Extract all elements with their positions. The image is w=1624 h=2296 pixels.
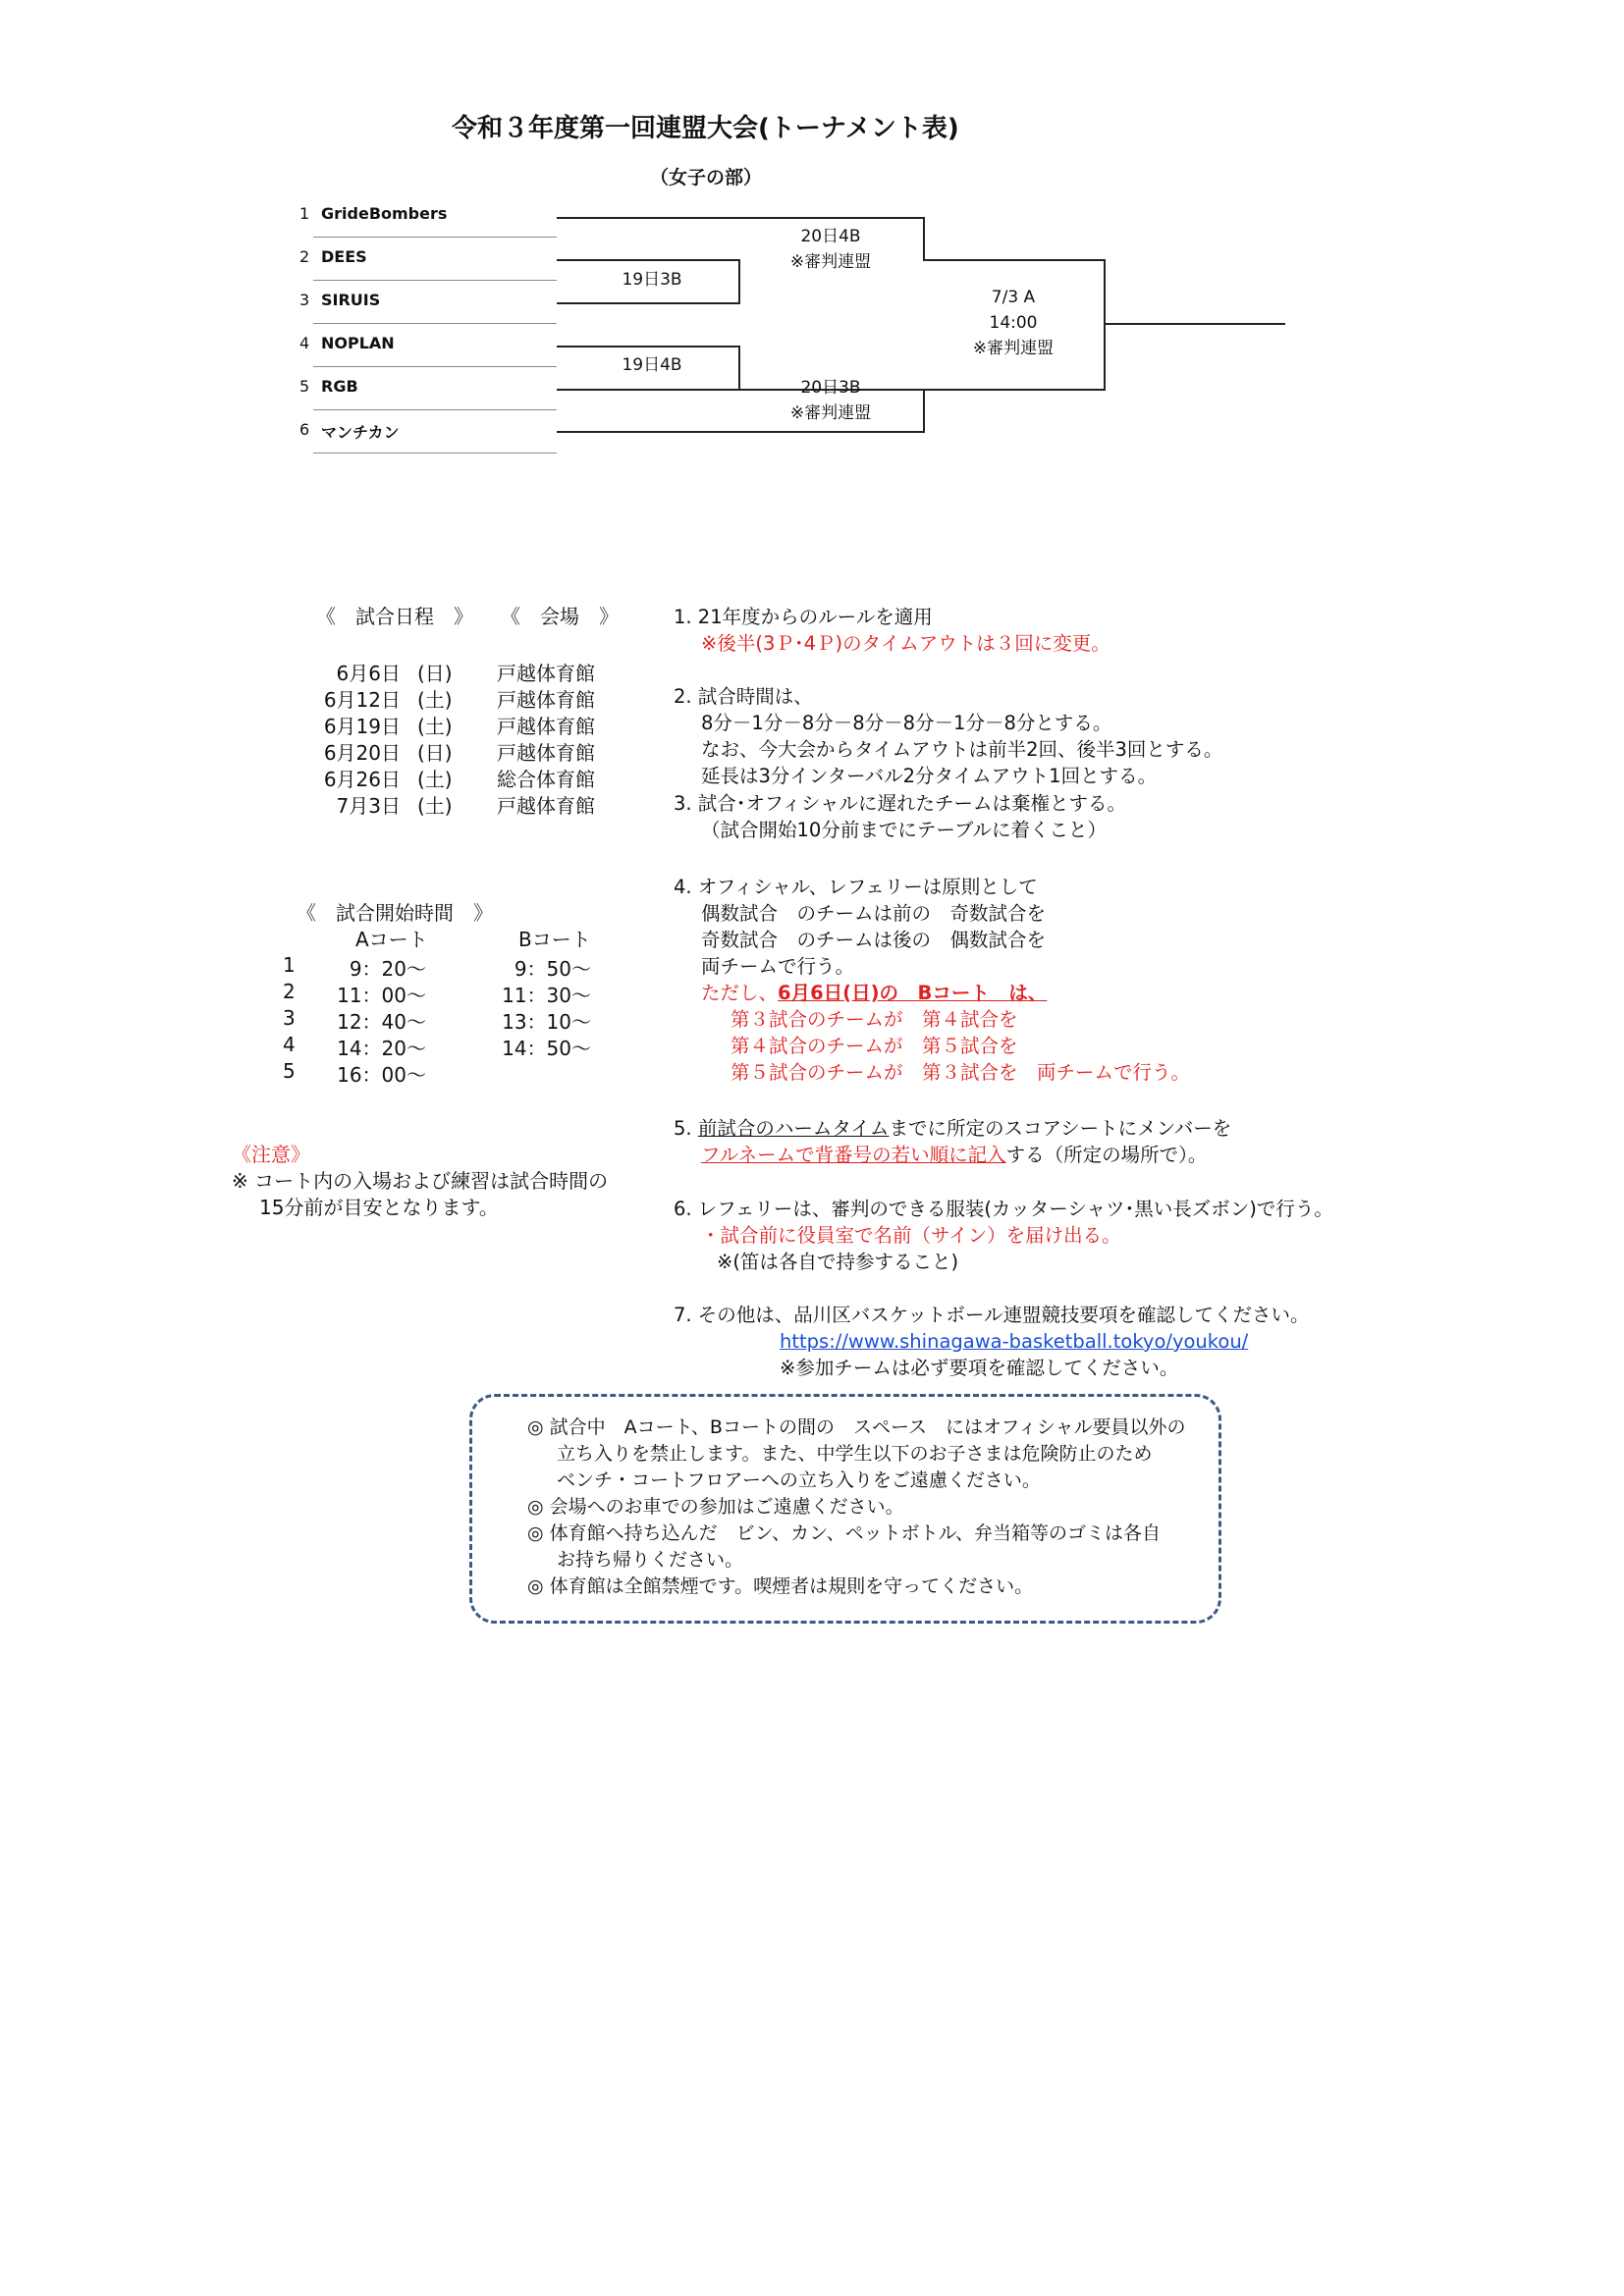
rule-text: なお、今大会からタイムアウトは前半2回、後半3回とする。 <box>701 738 1223 761</box>
start-time-row <box>283 1059 617 1086</box>
schedule-date: 6月12日 <box>323 688 401 712</box>
bracket-team-2 <box>299 238 557 281</box>
rule-exception-detail: 第５試合のチームが 第３試合を 両チームで行う。 <box>731 1061 1191 1084</box>
semifinal-bottom-date: 20日3B <box>800 378 861 398</box>
schedule-day: (土) <box>417 768 453 791</box>
rule-number: 5. <box>674 1117 698 1140</box>
start-time-row <box>283 1006 617 1033</box>
page-subtitle: （女子の部） <box>650 167 763 188</box>
rule-text: 奇数試合 のチームは後の 偶数試合を <box>701 929 1047 951</box>
schedule-venue: 戸越体育館 <box>497 715 595 738</box>
rule-2 <box>674 683 1322 789</box>
game-number: 4 <box>283 1033 296 1056</box>
notice-line: ◎ 会場へのお車での参加はご遠慮ください。 <box>527 1496 904 1518</box>
rule-exception-highlight: 6月6日(日)の Bコート は、 <box>778 982 1048 1004</box>
start-time-row <box>283 953 617 980</box>
schedule-row <box>304 790 619 817</box>
rule-text: 2. 試合時間は、 <box>674 685 813 708</box>
rule-text: 3. 試合･オフィシャルに遅れたチームは棄権とする。 <box>674 792 1127 815</box>
schedule-venue: 戸越体育館 <box>497 688 595 712</box>
schedule-day: (土) <box>417 715 453 738</box>
caution-line: ※ コート内の入場および練習は試合時間の <box>232 1169 609 1193</box>
final-time: 14:00 <box>989 313 1038 333</box>
schedule-day: (日) <box>417 741 453 765</box>
bracket-team-6 <box>299 410 557 454</box>
court-b-time: 13：10～ <box>502 1010 591 1034</box>
bracket-line <box>557 259 739 261</box>
notice-line: ◎ 試合中 Aコート、Bコートの間の スペース にはオフィシャル要員以外の <box>527 1416 1186 1438</box>
court-a-time: 14：20～ <box>337 1037 426 1060</box>
semifinal-bottom-referee: ※審判連盟 <box>789 403 872 423</box>
bracket-line <box>557 346 739 347</box>
rule-4 <box>674 874 1322 1086</box>
team-name: DEES <box>321 247 367 266</box>
rule-text: ※(笛は各自で持参すること) <box>717 1251 959 1273</box>
youkou-link[interactable]: https://www.shinagawa-basketball.tokyo/youkou/ <box>780 1330 1249 1353</box>
bracket-team-3 <box>299 281 557 324</box>
schedule-row <box>304 711 619 737</box>
schedule-row <box>304 684 619 711</box>
team-name: RGB <box>321 377 358 396</box>
schedule-row <box>304 737 619 764</box>
page-title: 令和３年度第一回連盟大会(トーナメント表) <box>452 114 959 143</box>
schedule-date: 6月20日 <box>323 741 401 765</box>
court-a-header: Aコート <box>355 928 428 951</box>
team-name: NOPLAN <box>321 334 395 352</box>
rule-7 <box>674 1302 1322 1381</box>
team-number: 3 <box>299 291 310 309</box>
bracket-line <box>923 389 925 433</box>
rule-underlined: 前試合のハームタイム <box>697 1117 890 1140</box>
caution-line: 15分前が目安となります。 <box>259 1196 499 1219</box>
schedule-day: (土) <box>417 794 453 818</box>
schedule-day: (日) <box>417 662 453 685</box>
rule-text: 7. その他は、品川区バスケットボール連盟競技要項を確認してください。 <box>674 1304 1310 1326</box>
bracket-line <box>557 431 923 433</box>
rule-5 <box>674 1115 1322 1168</box>
notice-line: 立ち入りを禁止します。また、中学生以下のお子さまは危険防止のため <box>557 1443 1153 1465</box>
schedule-date: 6月26日 <box>323 768 401 791</box>
final-referee: ※審判連盟 <box>972 339 1055 358</box>
start-times-header: 《 試合開始時間 》 <box>297 901 493 925</box>
notice-line: ◎ 体育館へ持ち込んだ ビン、カン、ペットボトル、弁当箱等のゴミは各自 <box>527 1522 1162 1544</box>
team-number: 4 <box>299 334 310 352</box>
semifinal-top-referee: ※審判連盟 <box>789 252 872 272</box>
court-b-time: 14：50～ <box>502 1037 591 1060</box>
rule-text: 8分－1分－8分－8分－8分－1分－8分とする。 <box>701 712 1112 734</box>
bracket-team-1 <box>299 194 557 238</box>
rule-text: 偶数試合 のチームは前の 奇数試合を <box>701 902 1047 925</box>
rule-text: までに所定のスコアシートにメンバーを <box>889 1117 1232 1140</box>
schedule-date: 7月3日 <box>336 794 401 818</box>
rule-text: する（所定の場所で）。 <box>1005 1144 1208 1166</box>
bracket-line <box>923 217 925 261</box>
court-b-header: Bコート <box>518 928 591 951</box>
bracket-line <box>557 302 739 304</box>
court-a-time: 12：40～ <box>337 1010 426 1034</box>
rule-text: 両チームで行う。 <box>701 955 855 978</box>
rule-3 <box>674 790 1322 843</box>
team-name: SIRUIS <box>321 291 381 309</box>
team-number: 6 <box>299 420 310 439</box>
bracket-line <box>1104 259 1106 391</box>
round1-top-label: 19日3B <box>622 270 682 290</box>
notice-line: お持ち帰りください。 <box>557 1549 744 1571</box>
rule-6 <box>674 1196 1333 1275</box>
bracket-team-4 <box>299 324 557 367</box>
rule-highlight: フルネームで背番号の若い順に記入 <box>701 1144 1006 1166</box>
schedule-date: 6月19日 <box>323 715 401 738</box>
semifinal-top-date: 20日4B <box>800 227 861 246</box>
bracket-team-5 <box>299 367 557 410</box>
bracket-line <box>557 217 923 219</box>
rule-text: （試合開始10分前までにテーブルに着くこと） <box>701 819 1108 841</box>
game-number: 3 <box>283 1006 296 1030</box>
game-number: 5 <box>283 1059 296 1083</box>
rule-exception-prefix: ただし、 <box>701 982 779 1004</box>
team-number: 2 <box>299 247 310 266</box>
game-number: 1 <box>283 953 296 977</box>
schedule-venue-header: 《 会場 》 <box>501 605 619 628</box>
rule-text: ※参加チームは必ず要項を確認してください。 <box>780 1357 1179 1379</box>
team-name: GrideBombers <box>321 204 448 223</box>
schedule-venue: 総合体育館 <box>497 768 595 791</box>
rule-text: 1. 21年度からのルールを適用 <box>674 606 933 628</box>
bracket-line <box>738 346 740 391</box>
rule-text: 延長は3分インターバル2分タイムアウト1回とする。 <box>701 765 1158 787</box>
bracket-line <box>738 259 740 304</box>
start-time-row <box>283 1033 617 1059</box>
rule-exception-detail: 第４試合のチームが 第５試合を <box>731 1035 1018 1057</box>
schedule-row <box>304 764 619 790</box>
schedule-venue: 戸越体育館 <box>497 662 595 685</box>
notice-line: ◎ 体育館は全館禁煙です。喫煙者は規則を守ってください。 <box>527 1575 1034 1597</box>
team-name: マンチカン <box>321 423 400 442</box>
court-b-time: 11：30～ <box>502 984 591 1007</box>
rule-note: ※後半(3Ｐ･4Ｐ)のタイムアウトは３回に変更。 <box>701 632 1110 655</box>
rule-text-line <box>674 1142 1322 1168</box>
notice-box <box>469 1394 1221 1624</box>
bracket-line <box>923 389 1105 391</box>
rule-exception <box>674 980 1322 1006</box>
rule-1 <box>674 604 1322 657</box>
schedule-venue: 戸越体育館 <box>497 794 595 818</box>
court-a-time: 9：20～ <box>349 957 426 981</box>
schedule-date: 6月6日 <box>336 662 401 685</box>
caution-header: 《注意》 <box>232 1143 310 1166</box>
team-number: 5 <box>299 377 310 396</box>
final-date: 7/3 A <box>991 288 1036 307</box>
schedule-date-header: 《 試合日程 》 <box>316 605 473 628</box>
schedule-venue: 戸越体育館 <box>497 741 595 765</box>
rule-text: 6. レフェリーは、審判のできる服装(カッターシャツ･黒い長ズボン)で行う。 <box>674 1198 1333 1220</box>
team-underline <box>313 453 557 454</box>
schedule-row <box>304 658 619 684</box>
rule-text-line <box>674 1115 1322 1142</box>
court-a-time: 16：00～ <box>337 1063 426 1087</box>
game-number: 2 <box>283 980 296 1003</box>
bracket-line <box>923 259 1105 261</box>
schedule-day: (土) <box>417 688 453 712</box>
start-time-row <box>283 980 617 1006</box>
round1-bottom-label: 19日4B <box>622 355 682 375</box>
bracket-line <box>557 389 739 391</box>
notice-line: ベンチ・コートフロアーへの立ち入りをご遠慮ください。 <box>557 1469 1041 1491</box>
bracket-line <box>1104 323 1285 325</box>
rule-note: ・試合前に役員室で名前（サイン）を届け出る。 <box>701 1224 1121 1247</box>
team-number: 1 <box>299 204 310 223</box>
rule-text: 4. オフィシャル、レフェリーは原則として <box>674 876 1038 898</box>
court-a-time: 11：00～ <box>337 984 426 1007</box>
rule-exception-detail: 第３試合のチームが 第４試合を <box>731 1008 1018 1031</box>
court-b-time: 9：50～ <box>514 957 591 981</box>
